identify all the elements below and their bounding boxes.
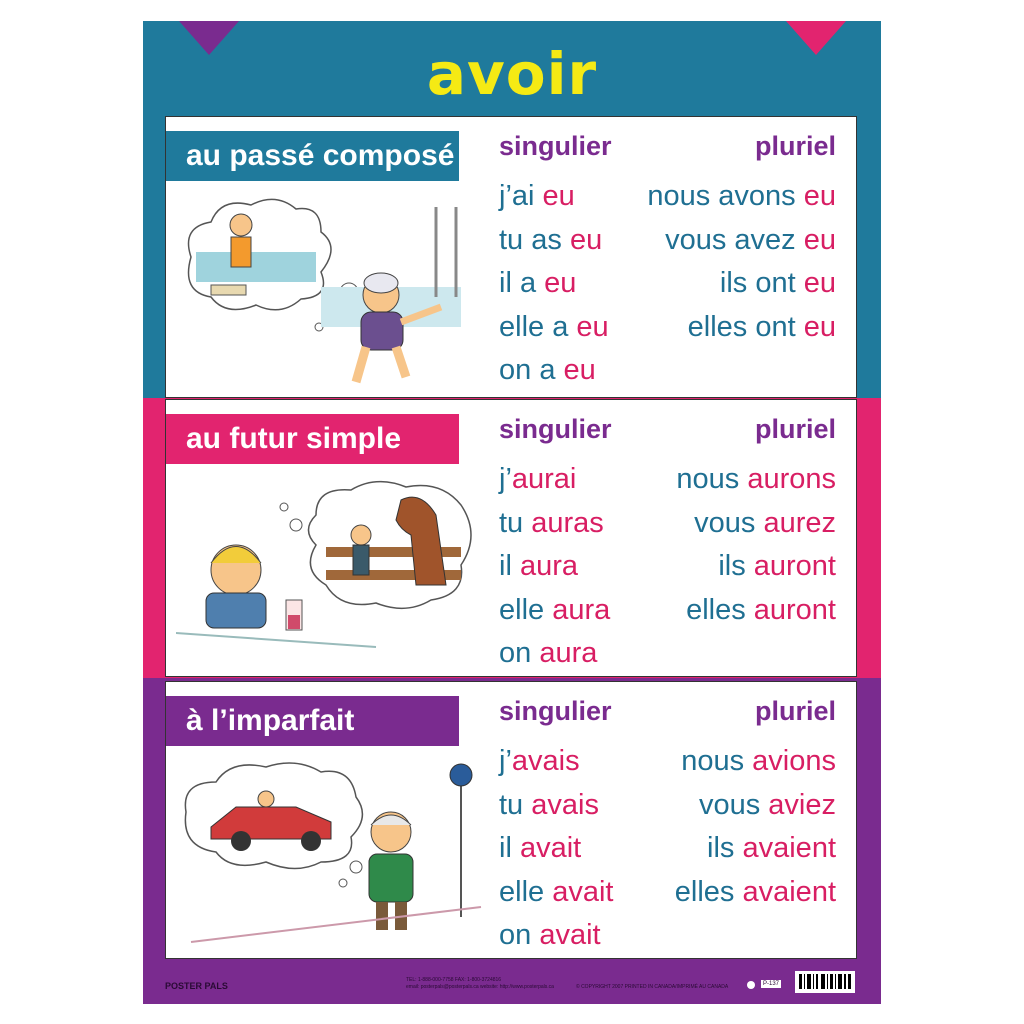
pronoun: tu [499,788,532,821]
poster-title: avoir [426,40,598,108]
conjugation-row [499,632,610,676]
verb-form: eu [563,354,596,386]
contact-web: email: posterpals@posterpals.ca website: http://www.posterpals.ca [406,984,554,990]
product-code: P-137 [763,981,780,987]
pronoun: il [499,550,520,582]
conjugation-row [499,545,610,589]
verb-form: eu [803,310,836,343]
pronoun: nous avons [647,180,804,212]
pronoun: tu [499,506,532,539]
plural-header: pluriel [754,414,836,444]
pronoun: nous [676,463,748,495]
verb-form: avaient [742,832,836,864]
conjugation-row [647,306,836,350]
verb-form: aura [519,550,578,582]
pronoun: vous avez [665,223,804,256]
singular-forms [499,175,609,393]
conjugation-row [499,827,613,871]
pronoun: vous [694,506,764,539]
conjugation-row [676,502,836,546]
verb-form: eu [803,267,836,299]
pronoun: on a [499,354,564,386]
pronoun: j’ai [499,180,543,212]
tense-label: au futur simple [166,414,459,464]
verb-form: avions [752,745,836,777]
conjugation-row [499,219,609,263]
conjugation-row [647,219,836,263]
plural-forms [676,458,836,632]
singular-forms [499,740,613,958]
verb-form: aviez [768,788,836,821]
pronoun: elles ont [687,310,804,343]
conjugation-row [675,827,836,871]
conjugation-row [499,306,609,350]
conjugation-row [499,458,610,502]
verb-form: aurez [763,506,836,539]
singular-header: singulier [499,414,612,444]
conjugation-row [647,175,836,219]
verb-form: eu [569,223,603,256]
pronoun: tu as [499,223,570,256]
poster-footer [143,971,881,1004]
conjugation-row [499,349,609,393]
pronoun: nous [681,745,753,777]
conjugation-row [676,545,836,589]
publisher-name: POSTER PALS [165,981,228,991]
pronoun: on [499,919,540,951]
conjugation-row [676,589,836,633]
swimming-illustration [171,187,461,387]
pronoun: il [499,832,520,864]
pronoun: elle [499,875,553,908]
conjugation-row [499,262,609,306]
dot-icon [747,981,755,989]
verb-form: aurai [511,463,577,495]
pronoun: ils [707,832,743,864]
conjugation-row [499,175,609,219]
verb-form: aura [552,593,611,626]
singular-forms [499,458,610,676]
verb-form: auront [753,550,836,582]
pronoun: elles [674,875,743,908]
conjugation-row [647,262,836,306]
girl-horse-illustration [176,475,476,665]
pronoun: j’ [499,745,512,777]
contact-info [406,977,556,991]
conjugation-row [676,458,836,502]
section-imparfait [165,681,857,959]
plural-header: pluriel [754,696,836,726]
verb-form: eu [542,180,575,212]
pronoun: elles [686,593,754,626]
conjugation-row [499,589,610,633]
tense-label: à l’imparfait [166,696,459,746]
verb-form: aurons [747,463,836,495]
singular-header: singulier [499,696,612,726]
pronoun: on [499,637,540,669]
conjugation-row [675,740,836,784]
pronoun: vous [698,788,769,821]
contact-phone: TEL: 1-888-000-7758 FAX: 1-800-3724816 [406,977,502,983]
plural-forms [647,175,836,349]
plural-header: pluriel [754,131,836,161]
old-man-car-illustration [171,757,491,952]
conjugation-row [499,871,613,915]
section-passe-compose [165,116,857,398]
verb-form: avait [519,832,582,864]
verb-form: avait [539,919,601,951]
singular-header: singulier [499,131,612,161]
verb-form: eu [803,180,836,212]
verb-form: eu [576,310,609,343]
pronoun: j’ [499,463,512,495]
pronoun: elle [499,593,553,626]
verb-form: aura [539,637,598,669]
verb-form: avait [552,875,614,908]
verb-form: avais [531,788,599,821]
verb-form: auras [531,506,604,539]
barcode-icon [795,971,855,993]
poster [143,21,881,1004]
conjugation-row [499,740,613,784]
tense-label: au passé composé [166,131,459,181]
plural-forms [675,740,836,914]
pronoun: il a [499,267,545,299]
verb-form: avaient [742,875,836,908]
conjugation-row [499,502,610,546]
section-futur-simple [165,399,857,677]
verb-form: avais [511,745,580,777]
verb-form: eu [803,223,836,256]
conjugation-row [675,784,836,828]
pronoun: elle a [499,310,577,343]
verb-form: eu [544,267,577,299]
conjugation-row [499,914,613,958]
pronoun: ils [718,550,754,582]
copyright: © COPYRIGHT 2007 PRINTED IN CANADA/IMPRIMÉ AU CANADA [576,984,729,990]
conjugation-row [499,784,613,828]
conjugation-row [675,871,836,915]
verb-form: auront [753,593,836,626]
pronoun: ils ont [719,267,804,299]
